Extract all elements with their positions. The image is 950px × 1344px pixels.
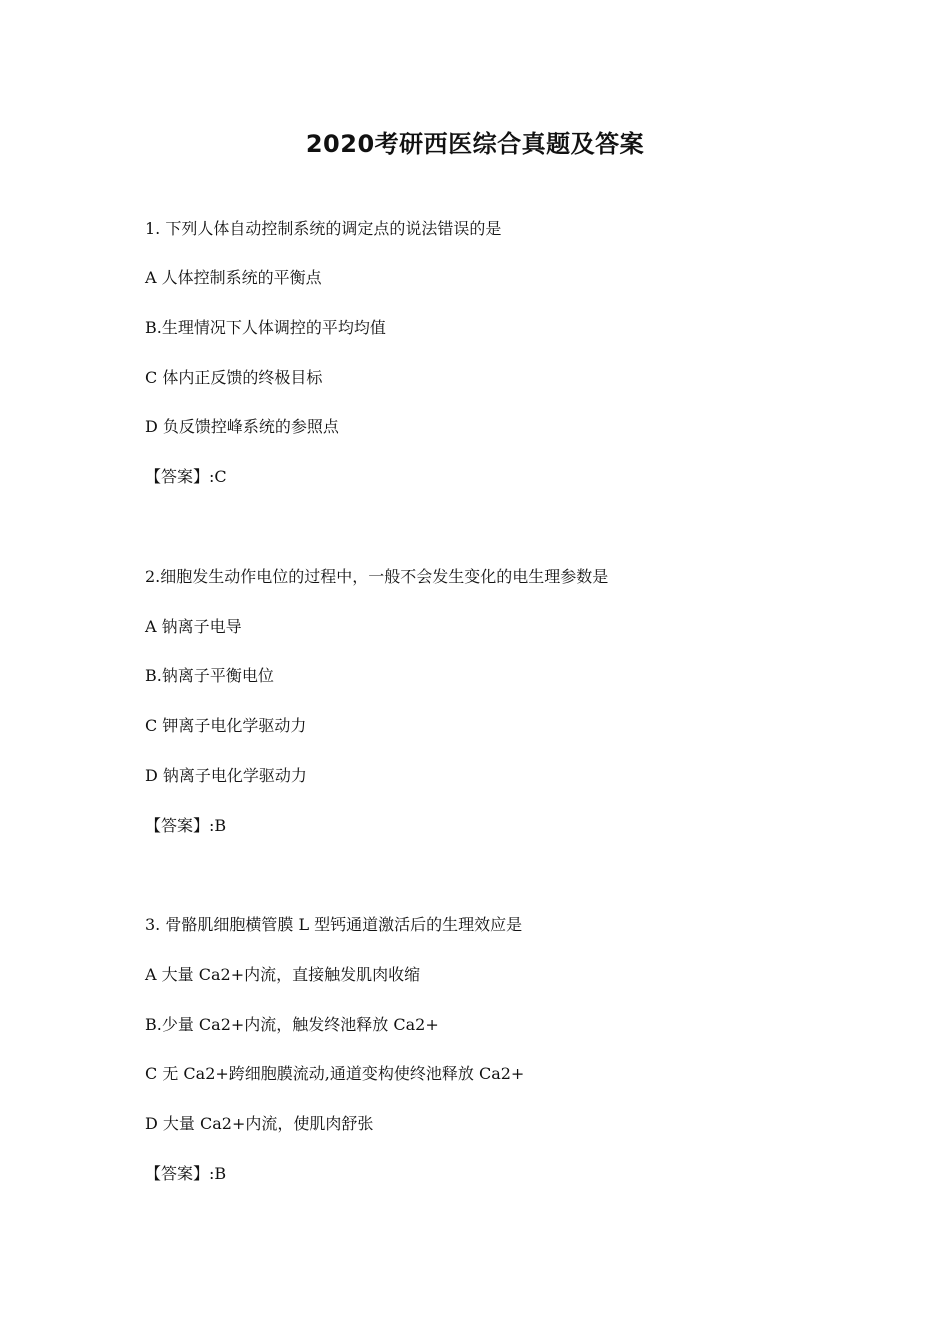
- option-a: A 人体控制系统的平衡点: [145, 268, 322, 287]
- answer-line: 【答案】:B: [145, 816, 227, 835]
- option-c: C 体内正反馈的终极目标: [145, 368, 323, 387]
- option-d: D 负反馈控峰系统的参照点: [145, 417, 339, 436]
- option-a: A 大量 Ca2+内流，直接触发肌肉收缩: [145, 965, 421, 984]
- answer-line: 【答案】:B: [145, 1164, 227, 1183]
- option-d: D 钠离子电化学驱动力: [145, 766, 307, 785]
- question-stem: 3. 骨骼肌细胞横管膜 L 型钙通道激活后的生理效应是: [145, 915, 523, 934]
- option-c: C 无 Ca2+跨细胞膜流动,通道变构使终池释放 Ca2+: [145, 1064, 525, 1083]
- option-a: A 钠离子电导: [145, 617, 242, 636]
- question-stem: 1. 下列人体自动控制系统的调定点的说法错误的是: [145, 219, 502, 238]
- option-d: D 大量 Ca2+内流，使肌肉舒张: [145, 1114, 374, 1133]
- option-b: B.生理情况下人体调控的平均均值: [145, 318, 386, 337]
- question-stem: 2.细胞发生动作电位的过程中，一般不会发生变化的电生理参数是: [145, 567, 609, 586]
- option-b: B.钠离子平衡电位: [145, 666, 274, 685]
- answer-line: 【答案】:C: [145, 467, 227, 486]
- option-b: B.少量 Ca2+内流，触发终池释放 Ca2+: [145, 1015, 439, 1034]
- page-title: 2020考研西医综合真题及答案: [305, 130, 645, 158]
- option-c: C 钾离子电化学驱动力: [145, 716, 307, 735]
